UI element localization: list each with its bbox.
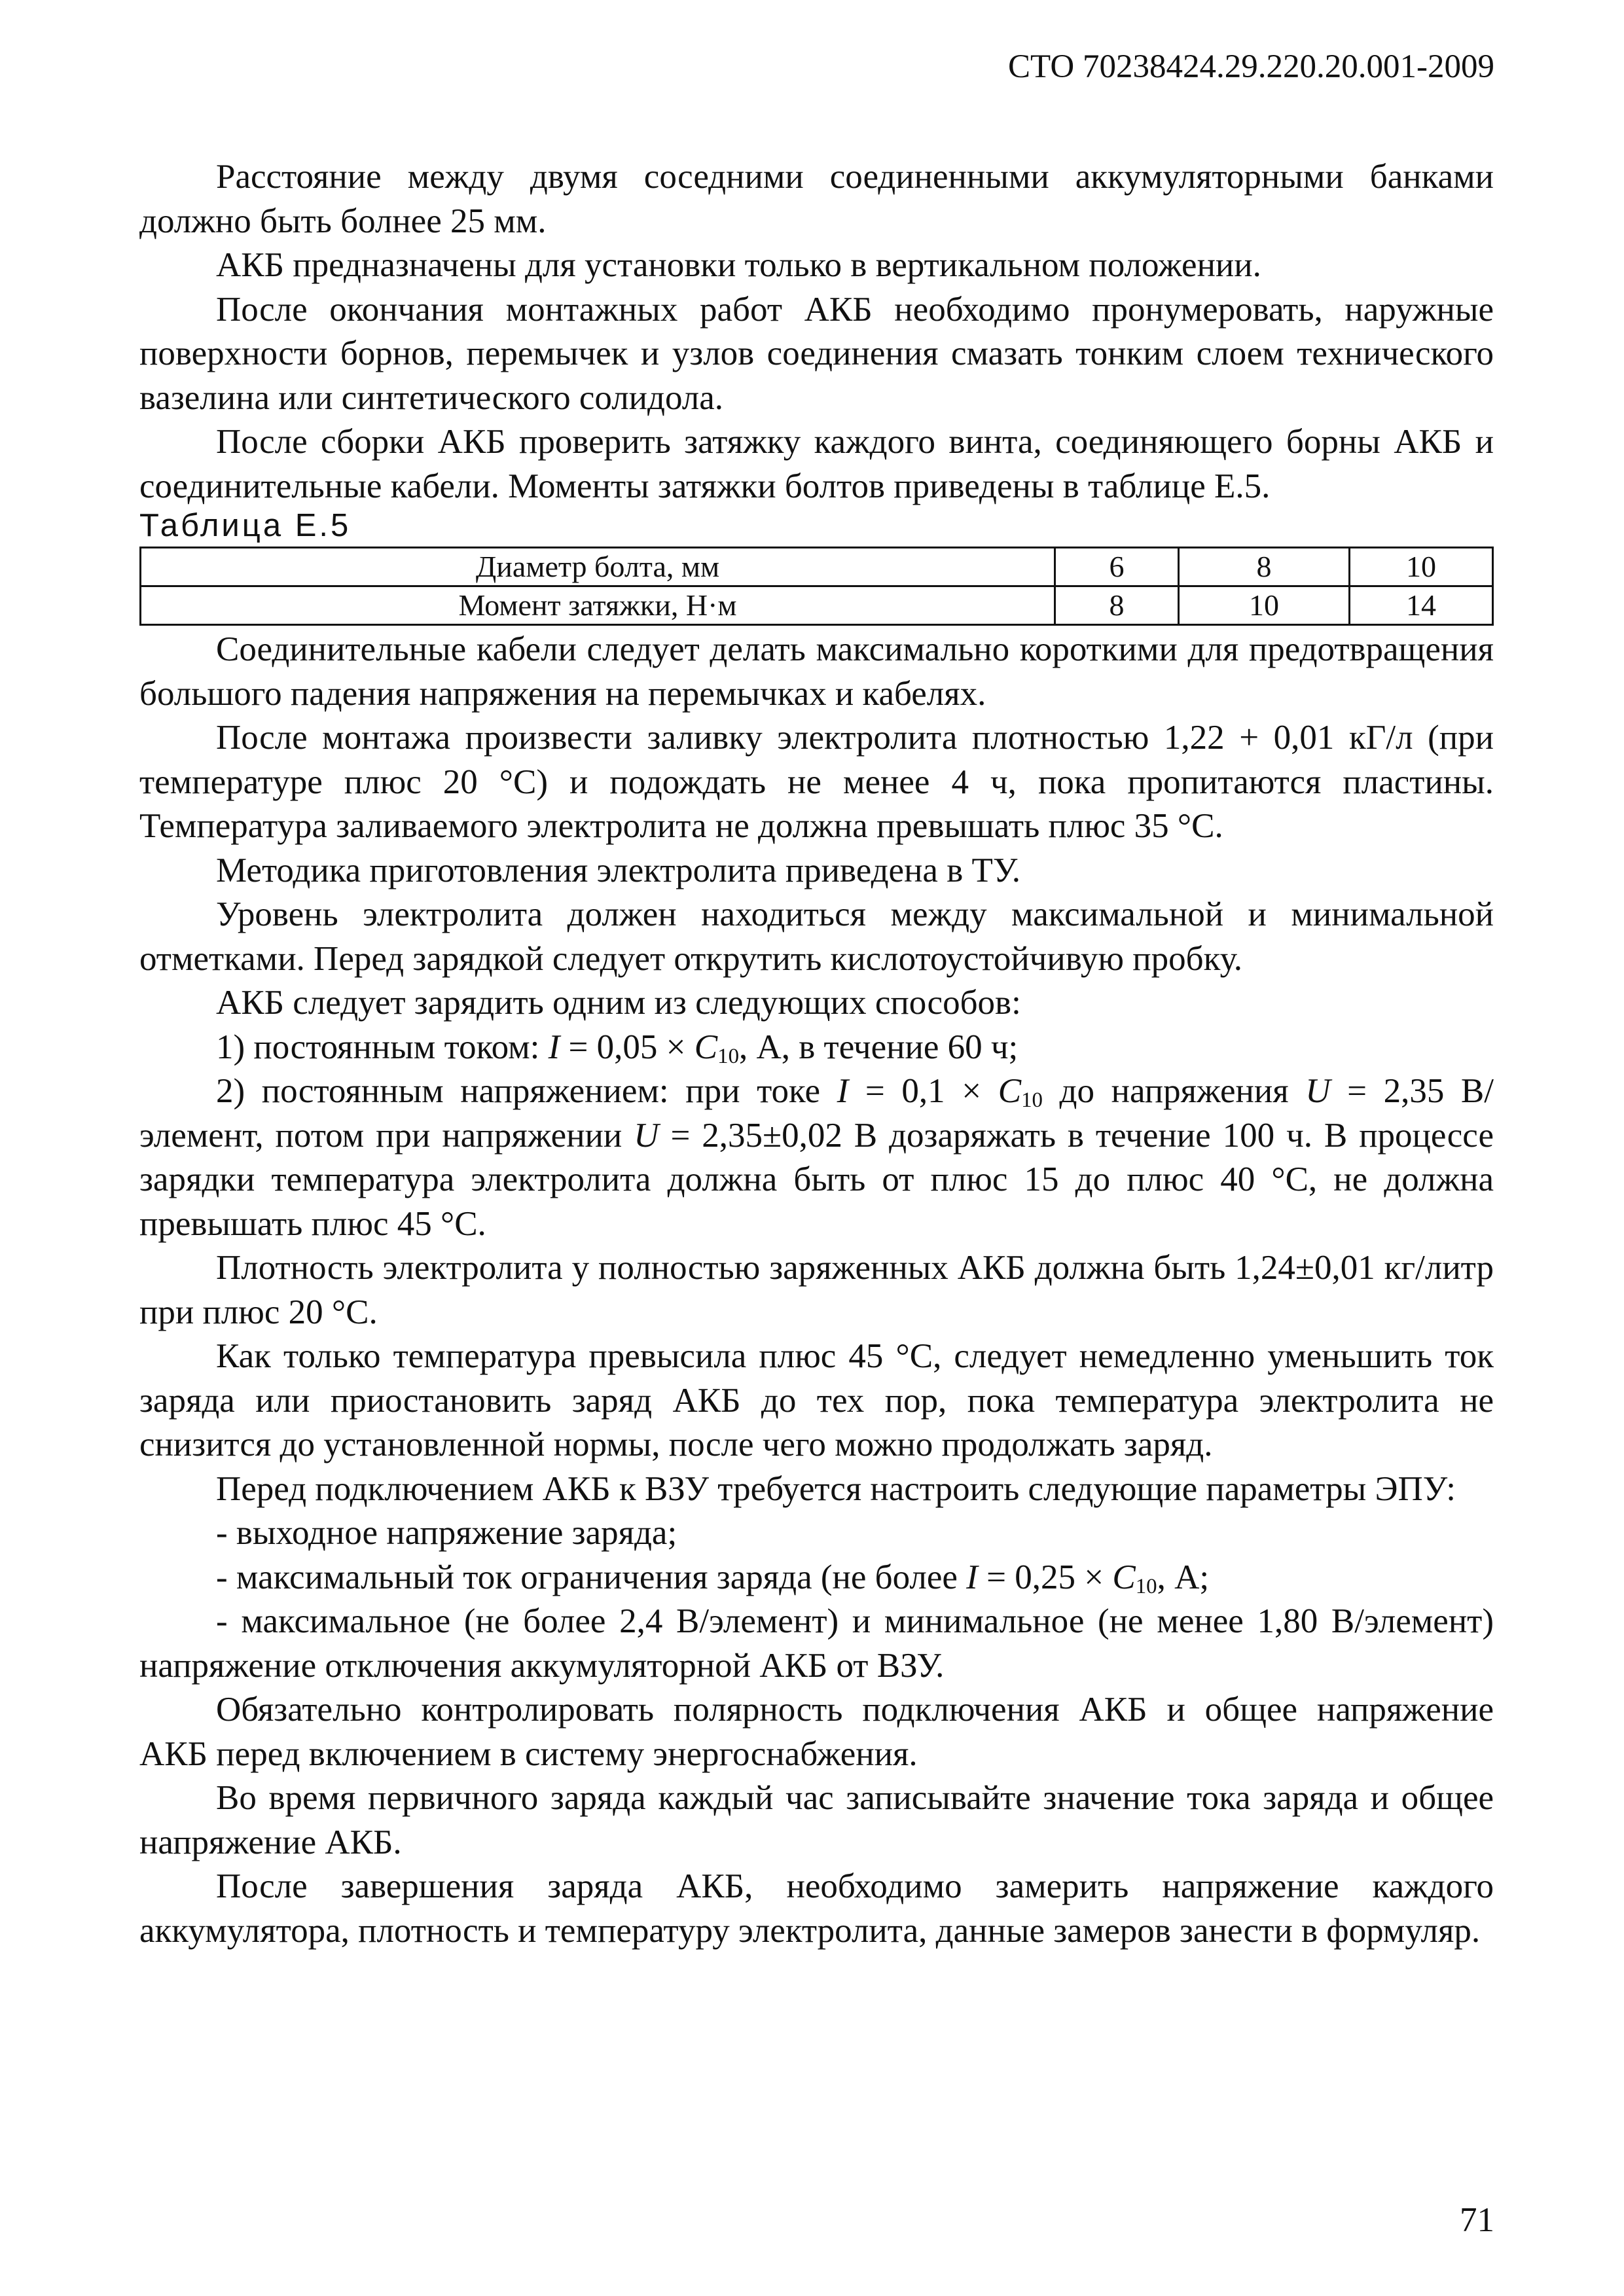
table-cell: 10: [1350, 548, 1493, 586]
table-cell-label: Диаметр болта, мм: [141, 548, 1055, 586]
table-cell-label: Момент затяжки, Н·м: [141, 586, 1055, 625]
paragraph: После окончания монтажных работ АКБ необходимо пронумеровать, наружные поверхности борнов, перемычек и узлов соединения смазать тонким слоем технического вазелина или синтетического солидола.: [139, 290, 1494, 417]
list-item: - выходное напряжение заряда;: [216, 1514, 677, 1552]
table-row: [141, 548, 1493, 586]
charge-method-1: 1) постоянным током: $I = 0,05 \times C_{10}$, А, в течение 60 ч;: [216, 1028, 1019, 1068]
list-item: - максимальное (не более 2,4 В/элемент) и минимальное (не менее 1,80 В/элемент) напряжение отключения аккумуляторной АКБ от ВЗУ.: [139, 1602, 1494, 1685]
tightening-torque-table: [139, 547, 1494, 626]
paragraph: После сборки АКБ проверить затяжку каждого винта, соединяющего борны АКБ и соединительные кабели. Моменты затяжки болтов приведены в таблице Е.5.: [139, 423, 1494, 505]
paragraph: Перед подключением АКБ к ВЗУ требуется настроить следующие параметры ЭПУ:: [216, 1469, 1456, 1508]
paragraph: Методика приготовления электролита приведена в ТУ.: [216, 851, 1020, 889]
list-item: - максимальный ток ограничения заряда (не более $I = 0,25 \times C_{10}$, А;: [216, 1558, 1210, 1598]
table-cell: 6: [1055, 548, 1179, 586]
paragraph: Обязательно контролировать полярность подключения АКБ и общее напряжение АКБ перед включением в систему энергоснабжения.: [139, 1691, 1494, 1773]
paragraph: Как только температура превысила плюс 45 °С, следует немедленно уменьшить ток заряда или приостановить заряд АКБ до тех пор, пока температура электролита не снизится до установленной нормы, после чего можно продолжать заряд.: [139, 1337, 1494, 1463]
table-row: [141, 586, 1493, 625]
paragraph: АКБ следует зарядить одним из следующих способов:: [216, 984, 1021, 1022]
charge-method-2: 2) постоянным напряжением: при токе $I = 0,1 \times C_{10}$ до напряжения U = 2,35 В/элемент, потом при напряжении U = 2,35±0,02 В дозаряжать в течение 100 ч. В процессе зарядки температура электролита должна быть от плюс 15 до плюс 40 °С, не должна превышать плюс 45 °С.: [139, 1072, 1494, 1243]
document-code: СТО 70238424.29.220.20.001-2009: [1007, 48, 1494, 85]
paragraph: После монтажа произвести заливку электролита плотностью 1,22 + 0,01 кГ/л (при температуре плюс 20 °С) и подождать не менее 4 ч, пока пропитаются пластины. Температура заливаемого электролита не должна превышать плюс 35 °С.: [139, 719, 1494, 845]
table-cell: 8: [1179, 548, 1350, 586]
table-caption: Таблица Е.5: [139, 508, 352, 543]
paragraph: Соединительные кабели следует делать максимально короткими для предотвращения большого падения напряжения на перемычках и кабелях.: [139, 630, 1494, 713]
paragraph: Расстояние между двумя соседними соединенными аккумуляторными банками должно быть болнее 25 мм.: [139, 158, 1494, 240]
paragraph: Плотность электролита у полностью заряженных АКБ должна быть 1,24±0,01 кг/литр при плюс 20 °С.: [139, 1249, 1494, 1331]
page-body: [139, 155, 1494, 1953]
table-cell: 14: [1350, 586, 1493, 625]
table-cell: 8: [1055, 586, 1179, 625]
paragraph: АКБ предназначены для установки только в вертикальном положении.: [216, 246, 1261, 284]
paragraph: Во время первичного заряда каждый час записывайте значение тока заряда и общее напряжение АКБ.: [139, 1779, 1494, 1861]
page-number: 71: [1460, 2201, 1494, 2239]
table-cell: 10: [1179, 586, 1350, 625]
paragraph: После завершения заряда АКБ, необходимо замерить напряжение каждого аккумулятора, плотность и температуру электролита, данные замеров занести в формуляр.: [139, 1867, 1494, 1950]
paragraph: Уровень электролита должен находиться между максимальной и минимальной отметками. Перед зарядкой следует открутить кислотоустойчивую пробку.: [139, 895, 1494, 978]
